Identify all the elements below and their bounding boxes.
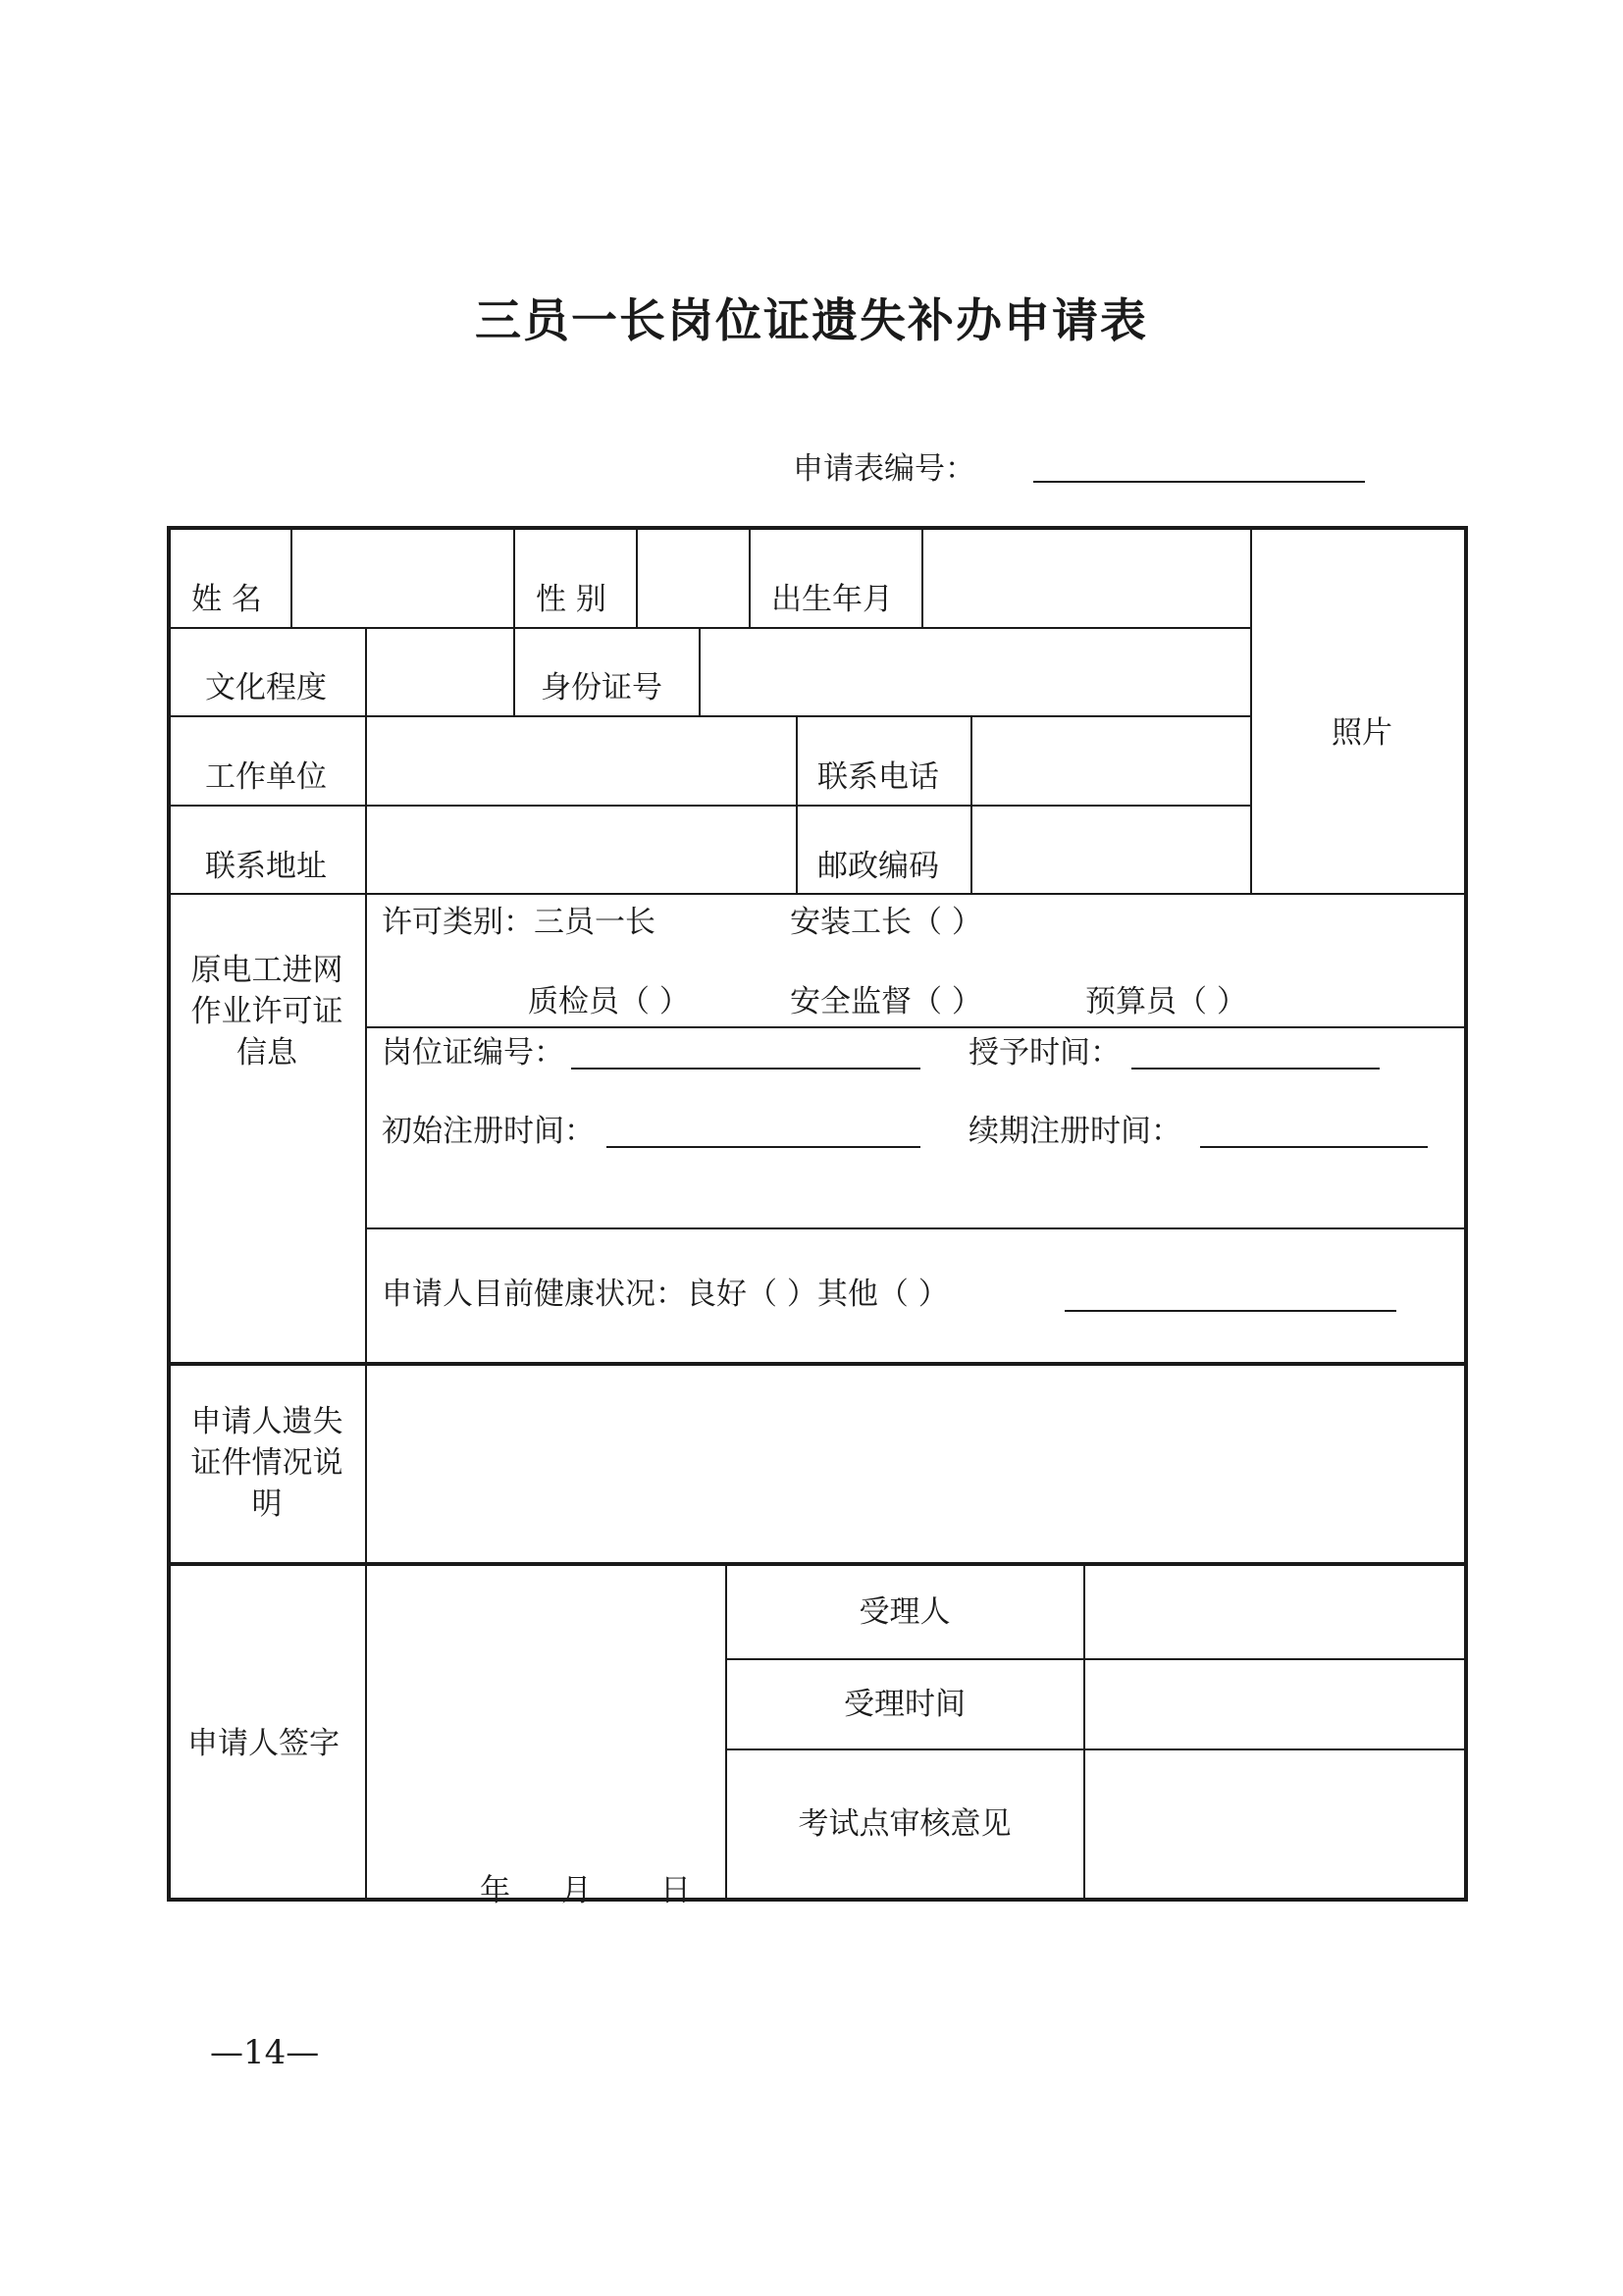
- form-number-field[interactable]: [1033, 481, 1365, 483]
- education-field[interactable]: [367, 629, 512, 714]
- permit-section-label: 原电工进网作业许可证信息: [190, 953, 343, 1070]
- initial-registration-field[interactable]: [606, 1146, 920, 1148]
- photo-box[interactable]: [1252, 530, 1464, 892]
- postcode-label: 邮政编码: [817, 849, 939, 884]
- permit-category-label: 许可类别：三员一长: [382, 905, 655, 940]
- loss-explanation-field[interactable]: [367, 1367, 1465, 1559]
- signature-field[interactable]: [367, 1567, 724, 1861]
- review-opinion-field[interactable]: [1085, 1750, 1465, 1898]
- phone-label: 联系电话: [817, 759, 939, 795]
- health-status-label[interactable]: 申请人目前健康状况：良好（ ）其他（ ）: [382, 1277, 949, 1312]
- date-day-label: 日: [660, 1873, 691, 1908]
- date-month-label: 月: [561, 1873, 592, 1908]
- cert-number-field[interactable]: [571, 1068, 920, 1070]
- receiver-label: 受理人: [859, 1593, 951, 1630]
- page-number: —14—: [210, 2033, 320, 2072]
- budget-option[interactable]: 预算员（ ）: [1085, 984, 1247, 1019]
- inspector-option[interactable]: 质检员（ ）: [528, 984, 690, 1019]
- gender-label: 性 别: [536, 582, 606, 617]
- name-field[interactable]: [292, 530, 512, 626]
- employer-label: 工作单位: [205, 759, 327, 795]
- receiver-field[interactable]: [1085, 1566, 1465, 1657]
- health-other-field[interactable]: [1065, 1310, 1396, 1312]
- grant-time-label: 授予时间：: [969, 1035, 1121, 1070]
- id-number-label: 身份证号: [541, 670, 662, 705]
- signature-label: 申请人签字: [187, 1726, 340, 1761]
- date-year-label: 年: [480, 1873, 510, 1908]
- postcode-field[interactable]: [972, 807, 1249, 892]
- grant-time-field[interactable]: [1131, 1068, 1380, 1070]
- address-label: 联系地址: [205, 849, 327, 884]
- form-number-label: 申请表编号：: [793, 451, 975, 487]
- employer-field[interactable]: [367, 717, 795, 804]
- phone-field[interactable]: [972, 717, 1249, 804]
- page-title: 三员一长岗位证遗失补办申请表: [475, 294, 1148, 348]
- birth-date-field[interactable]: [923, 530, 1249, 626]
- installer-option[interactable]: 安装工长（ ）: [790, 905, 982, 940]
- gender-field[interactable]: [638, 530, 748, 626]
- cert-number-label: 岗位证编号：: [382, 1035, 564, 1070]
- loss-explanation-label: 申请人遗失证件情况说明: [190, 1404, 343, 1522]
- id-number-field[interactable]: [701, 629, 1249, 714]
- photo-label: 照片: [1332, 715, 1392, 751]
- address-field[interactable]: [367, 807, 795, 892]
- initial-registration-label: 初始注册时间：: [382, 1114, 595, 1149]
- review-opinion-label: 考试点审核意见: [798, 1805, 1012, 1842]
- section-divider: [167, 1362, 1468, 1366]
- birth-date-label: 出生年月: [771, 582, 893, 617]
- name-label: 姓 名: [191, 582, 262, 617]
- receive-time-label: 受理时间: [844, 1686, 966, 1722]
- education-label: 文化程度: [205, 670, 327, 705]
- supervisor-option[interactable]: 安全监督（ ）: [790, 984, 982, 1019]
- renewal-registration-field[interactable]: [1200, 1146, 1428, 1148]
- renewal-registration-label: 续期注册时间：: [969, 1114, 1181, 1149]
- receive-time-field[interactable]: [1085, 1660, 1465, 1748]
